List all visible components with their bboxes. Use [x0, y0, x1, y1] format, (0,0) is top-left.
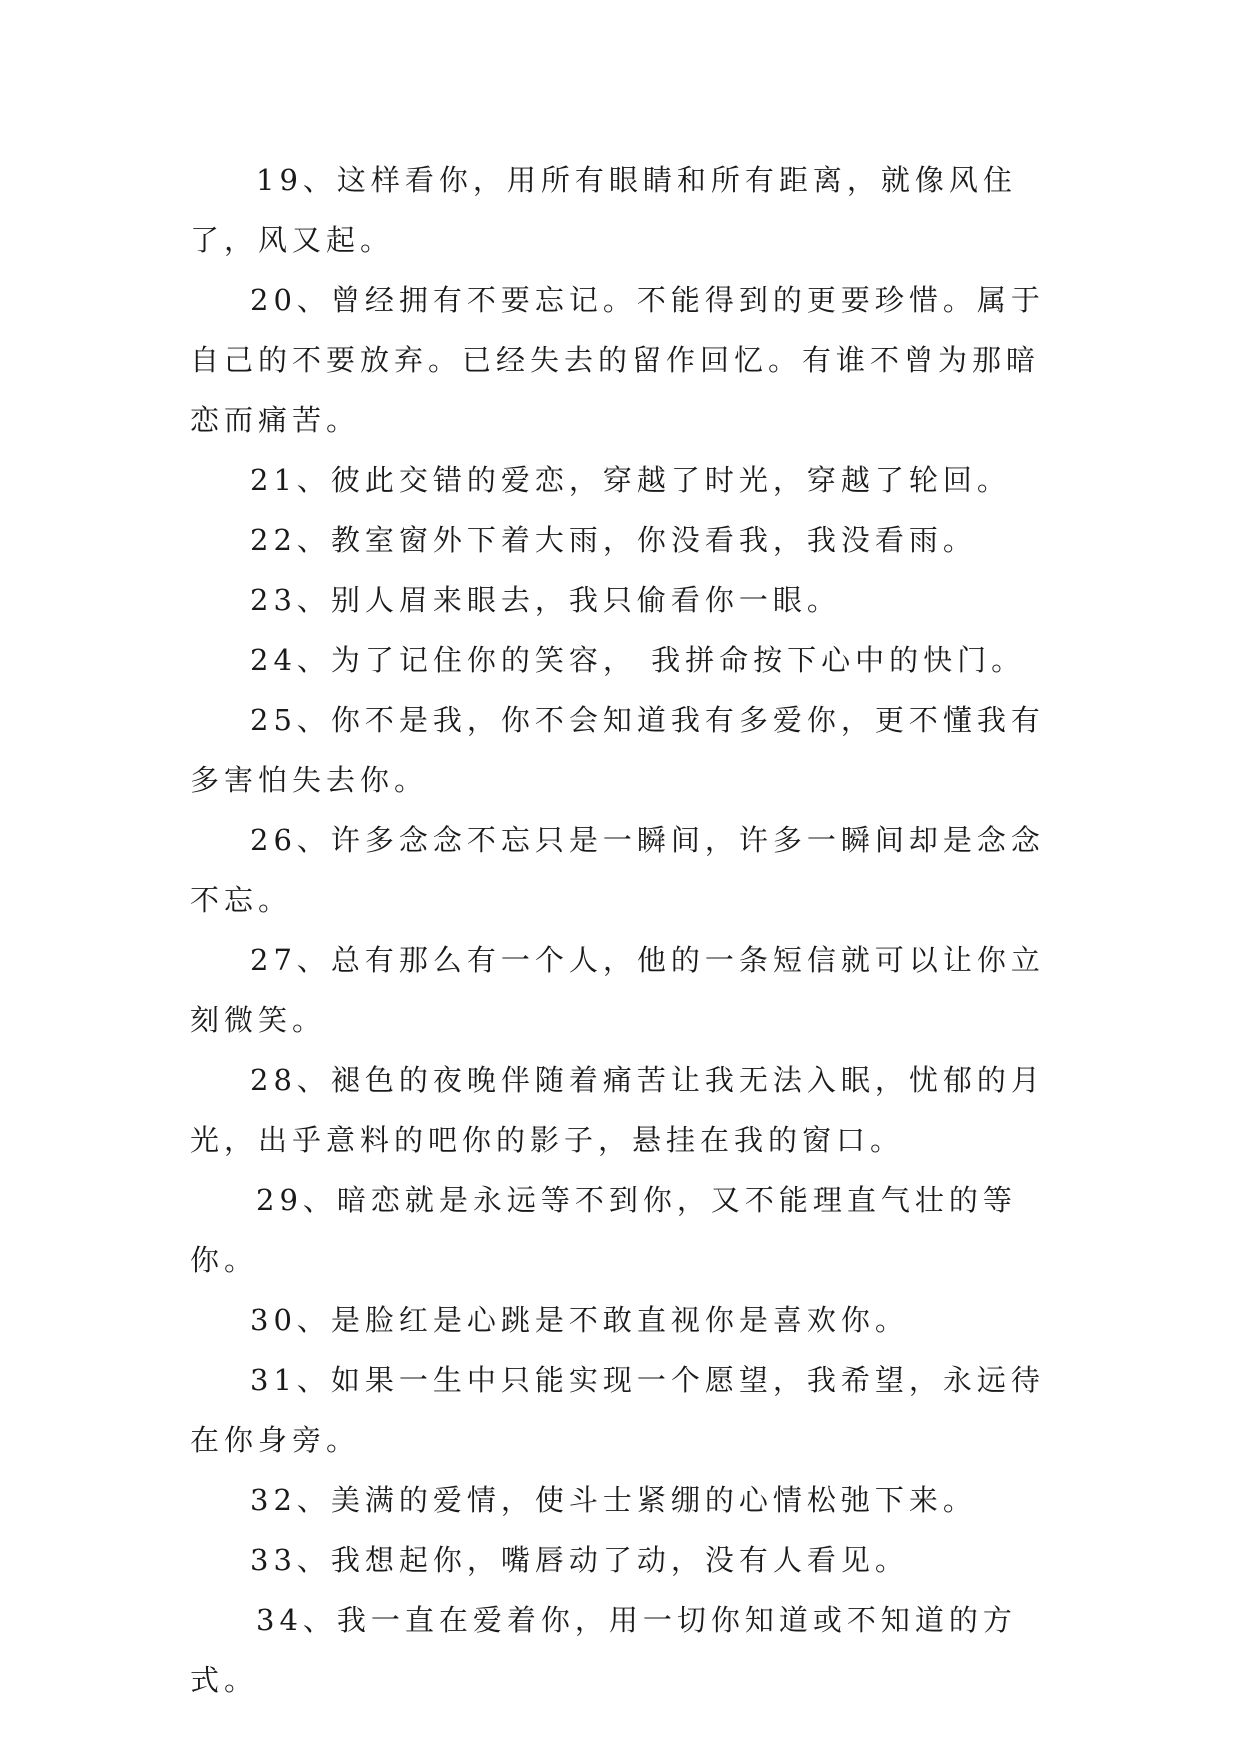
- paragraph-29: 29、暗恋就是永远等不到你，又不能理直气壮的等你。: [190, 1183, 1017, 1277]
- paragraph-28: 28、褪色的夜晚伴随着痛苦让我无法入眠，忧郁的月光，出乎意料的吧你的影子，悬挂在我的窗口。: [190, 1063, 1045, 1157]
- paragraph-24: 24、为了记住你的笑容， 我拼命按下心中的快门。: [250, 643, 1026, 677]
- paragraph-34: 34、我一直在爱着你，用一切你知道或不知道的方式。: [190, 1603, 1017, 1697]
- paragraph-21: 21、彼此交错的爱恋，穿越了时光，穿越了轮回。: [250, 463, 1011, 497]
- paragraph-27: 27、总有那么有一个人，他的一条短信就可以让你立刻微笑。: [190, 943, 1045, 1037]
- paragraph-22: 22、教室窗外下着大雨，你没看我，我没看雨。: [250, 523, 977, 557]
- paragraph-33: 33、我想起你，嘴唇动了动，没有人看见。: [250, 1543, 909, 1577]
- paragraph-19: 19、这样看你，用所有眼睛和所有距离，就像风住了，风又起。: [190, 163, 1017, 257]
- paragraph-20: 20、曾经拥有不要忘记。不能得到的更要珍惜。属于自己的不要放弃。已经失去的留作回忆。有谁不曾为那暗恋而痛苦。: [190, 283, 1045, 437]
- paragraph-32: 32、美满的爱情，使斗士紧绷的心情松弛下来。: [250, 1483, 977, 1517]
- paragraph-23: 23、别人眉来眼去，我只偷看你一眼。: [250, 583, 841, 617]
- paragraph-31: 31、如果一生中只能实现一个愿望，我希望，永远待在你身旁。: [190, 1363, 1045, 1457]
- paragraph-30: 30、是脸红是心跳是不敢直视你是喜欢你。: [250, 1303, 909, 1337]
- document-body: [190, 150, 1070, 1710]
- paragraph-26: 26、许多念念不忘只是一瞬间，许多一瞬间却是念念不忘。: [190, 823, 1045, 917]
- paragraph-25: 25、你不是我，你不会知道我有多爱你，更不懂我有多害怕失去你。: [190, 703, 1045, 797]
